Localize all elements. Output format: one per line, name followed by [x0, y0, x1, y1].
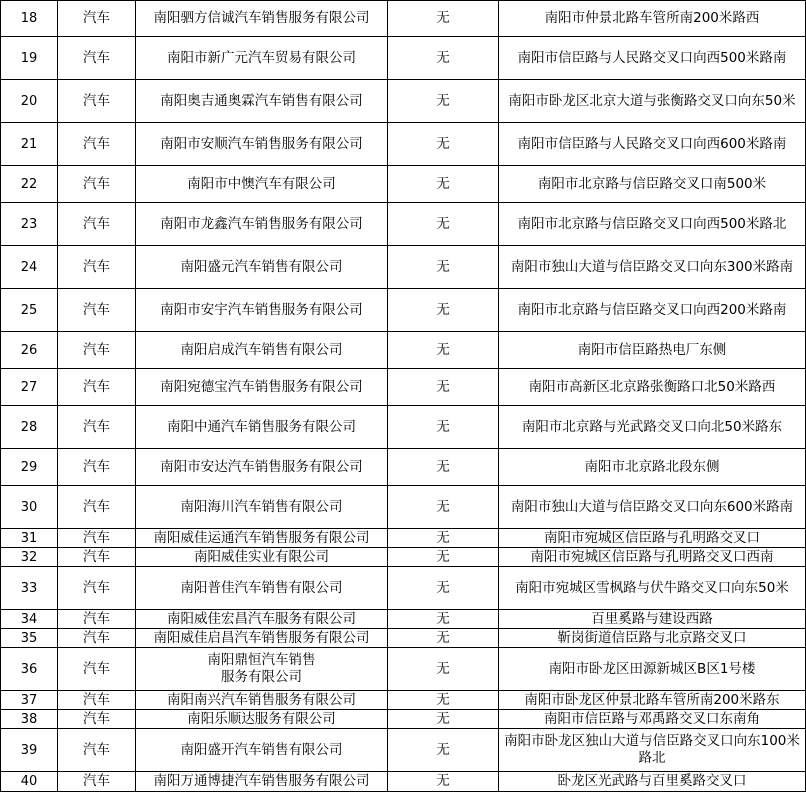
cell-address: 南阳市卧龙区北京大道与张衡路交叉口向东50米 — [499, 80, 806, 123]
cell-address: 南阳市信臣路与人民路交叉口向西500米路南 — [499, 37, 806, 80]
table-row — [1, 332, 806, 369]
cell-company-name: 南阳中通汽车销售服务有限公司 — [136, 406, 388, 449]
table-row — [1, 629, 806, 648]
cell-row-number: 26 — [1, 332, 58, 369]
cell-vehicle-type: 汽车 — [58, 548, 136, 567]
table-row — [1, 567, 806, 610]
cell-address: 百里奚路与建设西路 — [499, 610, 806, 629]
cell-company-name: 南阳驷方信诚汽车销售服务有限公司 — [136, 1, 388, 37]
table-row — [1, 486, 806, 529]
cell-company-name: 南阳市龙鑫汽车销售服务有限公司 — [136, 203, 388, 246]
cell-status: 无 — [388, 567, 499, 610]
cell-company-name: 南阳市新广元汽车贸易有限公司 — [136, 37, 388, 80]
cell-vehicle-type: 汽车 — [58, 486, 136, 529]
cell-vehicle-type: 汽车 — [58, 406, 136, 449]
cell-vehicle-type: 汽车 — [58, 449, 136, 486]
cell-company-name: 南阳鼎恒汽车销售 服务有限公司 — [136, 648, 388, 691]
cell-row-number: 22 — [1, 166, 58, 203]
cell-status: 无 — [388, 1, 499, 37]
cell-vehicle-type: 汽车 — [58, 37, 136, 80]
cell-row-number: 32 — [1, 548, 58, 567]
cell-address: 南阳市宛城区信臣路与孔明路交叉口 — [499, 529, 806, 548]
cell-vehicle-type: 汽车 — [58, 289, 136, 332]
cell-company-name: 南阳市安宇汽车销售服务有限公司 — [136, 289, 388, 332]
cell-address: 南阳市卧龙区独山大道与信臣路交叉口向东100米路北 — [499, 729, 806, 772]
cell-status: 无 — [388, 246, 499, 289]
cell-row-number: 36 — [1, 648, 58, 691]
cell-status: 无 — [388, 486, 499, 529]
table-body — [1, 1, 806, 792]
cell-address: 南阳市信臣路热电厂东侧 — [499, 332, 806, 369]
table-row — [1, 529, 806, 548]
cell-status: 无 — [388, 332, 499, 369]
cell-row-number: 35 — [1, 629, 58, 648]
cell-company-name: 南阳市中懊汽车有限公司 — [136, 166, 388, 203]
cell-address: 南阳市卧龙区仲景北路车管所南200米路东 — [499, 691, 806, 710]
table-row — [1, 449, 806, 486]
table-row — [1, 246, 806, 289]
cell-vehicle-type: 汽车 — [58, 567, 136, 610]
cell-status: 无 — [388, 37, 499, 80]
cell-row-number: 38 — [1, 710, 58, 729]
cell-address: 南阳市独山大道与信臣路交叉口向东600米路南 — [499, 486, 806, 529]
cell-address: 南阳市北京路与光武路交叉口向北50米路东 — [499, 406, 806, 449]
cell-company-name: 南阳宛德宝汽车销售服务有限公司 — [136, 369, 388, 406]
cell-vehicle-type: 汽车 — [58, 166, 136, 203]
cell-row-number: 20 — [1, 80, 58, 123]
cell-vehicle-type: 汽车 — [58, 246, 136, 289]
cell-status: 无 — [388, 406, 499, 449]
cell-vehicle-type: 汽车 — [58, 529, 136, 548]
cell-row-number: 40 — [1, 772, 58, 792]
table-row — [1, 548, 806, 567]
cell-vehicle-type: 汽车 — [58, 369, 136, 406]
cell-row-number: 29 — [1, 449, 58, 486]
cell-row-number: 18 — [1, 1, 58, 37]
cell-address: 南阳市北京路与信臣路交叉口南500米 — [499, 166, 806, 203]
cell-status: 无 — [388, 80, 499, 123]
cell-vehicle-type: 汽车 — [58, 729, 136, 772]
cell-address: 靳岗街道信臣路与北京路交叉口 — [499, 629, 806, 648]
table-row — [1, 648, 806, 691]
table-row — [1, 203, 806, 246]
cell-vehicle-type: 汽车 — [58, 710, 136, 729]
cell-company-name: 南阳乐顺达服务有限公司 — [136, 710, 388, 729]
cell-vehicle-type: 汽车 — [58, 80, 136, 123]
table-row — [1, 37, 806, 80]
cell-status: 无 — [388, 729, 499, 772]
table-row — [1, 123, 806, 166]
cell-address: 南阳市卧龙区田源新城区B区1号楼 — [499, 648, 806, 691]
table-row — [1, 406, 806, 449]
cell-row-number: 23 — [1, 203, 58, 246]
cell-status: 无 — [388, 648, 499, 691]
cell-address: 南阳市信臣路与人民路交叉口向西600米路南 — [499, 123, 806, 166]
table-row — [1, 710, 806, 729]
cell-vehicle-type: 汽车 — [58, 610, 136, 629]
cell-company-name: 南阳市安顺汽车销售服务有限公司 — [136, 123, 388, 166]
cell-row-number: 33 — [1, 567, 58, 610]
cell-status: 无 — [388, 548, 499, 567]
cell-company-name: 南阳奥吉通奥霖汽车销售有限公司 — [136, 80, 388, 123]
table-row — [1, 80, 806, 123]
table-row — [1, 610, 806, 629]
cell-vehicle-type: 汽车 — [58, 691, 136, 710]
cell-status: 无 — [388, 610, 499, 629]
table-row — [1, 369, 806, 406]
table-row — [1, 729, 806, 772]
cell-status: 无 — [388, 369, 499, 406]
cell-status: 无 — [388, 772, 499, 792]
cell-row-number: 34 — [1, 610, 58, 629]
cell-address: 南阳市宛城区雪枫路与伏牛路交叉口向东50米 — [499, 567, 806, 610]
table-row — [1, 289, 806, 332]
cell-company-name: 南阳万通博捷汽车销售服务有限公司 — [136, 772, 388, 792]
cell-row-number: 37 — [1, 691, 58, 710]
cell-address: 南阳市北京路北段东侧 — [499, 449, 806, 486]
cell-company-name: 南阳威佳启昌汽车销售服务有限公司 — [136, 629, 388, 648]
cell-status: 无 — [388, 629, 499, 648]
cell-status: 无 — [388, 203, 499, 246]
cell-status: 无 — [388, 449, 499, 486]
cell-row-number: 25 — [1, 289, 58, 332]
cell-address: 南阳市信臣路与邓禹路交叉口东南角 — [499, 710, 806, 729]
table-row — [1, 1, 806, 37]
cell-company-name: 南阳普佳汽车销售有限公司 — [136, 567, 388, 610]
cell-vehicle-type: 汽车 — [58, 203, 136, 246]
cell-company-name: 南阳盛元汽车销售有限公司 — [136, 246, 388, 289]
cell-vehicle-type: 汽车 — [58, 1, 136, 37]
cell-status: 无 — [388, 166, 499, 203]
cell-status: 无 — [388, 529, 499, 548]
table-row — [1, 166, 806, 203]
cell-vehicle-type: 汽车 — [58, 772, 136, 792]
cell-vehicle-type: 汽车 — [58, 123, 136, 166]
cell-vehicle-type: 汽车 — [58, 332, 136, 369]
cell-address: 南阳市独山大道与信臣路交叉口向东300米路南 — [499, 246, 806, 289]
cell-company-name: 南阳南兴汽车销售服务有限公司 — [136, 691, 388, 710]
cell-address: 卧龙区光武路与百里奚路交叉口 — [499, 772, 806, 792]
cell-company-name: 南阳启成汽车销售有限公司 — [136, 332, 388, 369]
cell-status: 无 — [388, 289, 499, 332]
cell-vehicle-type: 汽车 — [58, 629, 136, 648]
cell-row-number: 27 — [1, 369, 58, 406]
cell-status: 无 — [388, 123, 499, 166]
cell-row-number: 19 — [1, 37, 58, 80]
cell-status: 无 — [388, 710, 499, 729]
cell-row-number: 30 — [1, 486, 58, 529]
cell-address: 南阳市北京路与信臣路交叉口向西500米路北 — [499, 203, 806, 246]
cell-address: 南阳市宛城区信臣路与孔明路交叉口西南 — [499, 548, 806, 567]
cell-company-name: 南阳威佳实业有限公司 — [136, 548, 388, 567]
cell-row-number: 28 — [1, 406, 58, 449]
cell-company-name: 南阳海川汽车销售有限公司 — [136, 486, 388, 529]
table-row — [1, 772, 806, 792]
cell-company-name: 南阳威佳宏昌汽车服务有限公司 — [136, 610, 388, 629]
cell-vehicle-type: 汽车 — [58, 648, 136, 691]
cell-address: 南阳市高新区北京路张衡路口北50米路西 — [499, 369, 806, 406]
cell-row-number: 24 — [1, 246, 58, 289]
cell-status: 无 — [388, 691, 499, 710]
cell-row-number: 39 — [1, 729, 58, 772]
cell-row-number: 21 — [1, 123, 58, 166]
cell-address: 南阳市仲景北路车管所南200米路西 — [499, 1, 806, 37]
table-row — [1, 691, 806, 710]
cell-company-name: 南阳市安达汽车销售服务有限公司 — [136, 449, 388, 486]
cell-address: 南阳市北京路与信臣路交叉口向西200米路南 — [499, 289, 806, 332]
cell-company-name: 南阳盛开汽车销售有限公司 — [136, 729, 388, 772]
cell-company-name: 南阳威佳运通汽车销售服务有限公司 — [136, 529, 388, 548]
cell-row-number: 31 — [1, 529, 58, 548]
